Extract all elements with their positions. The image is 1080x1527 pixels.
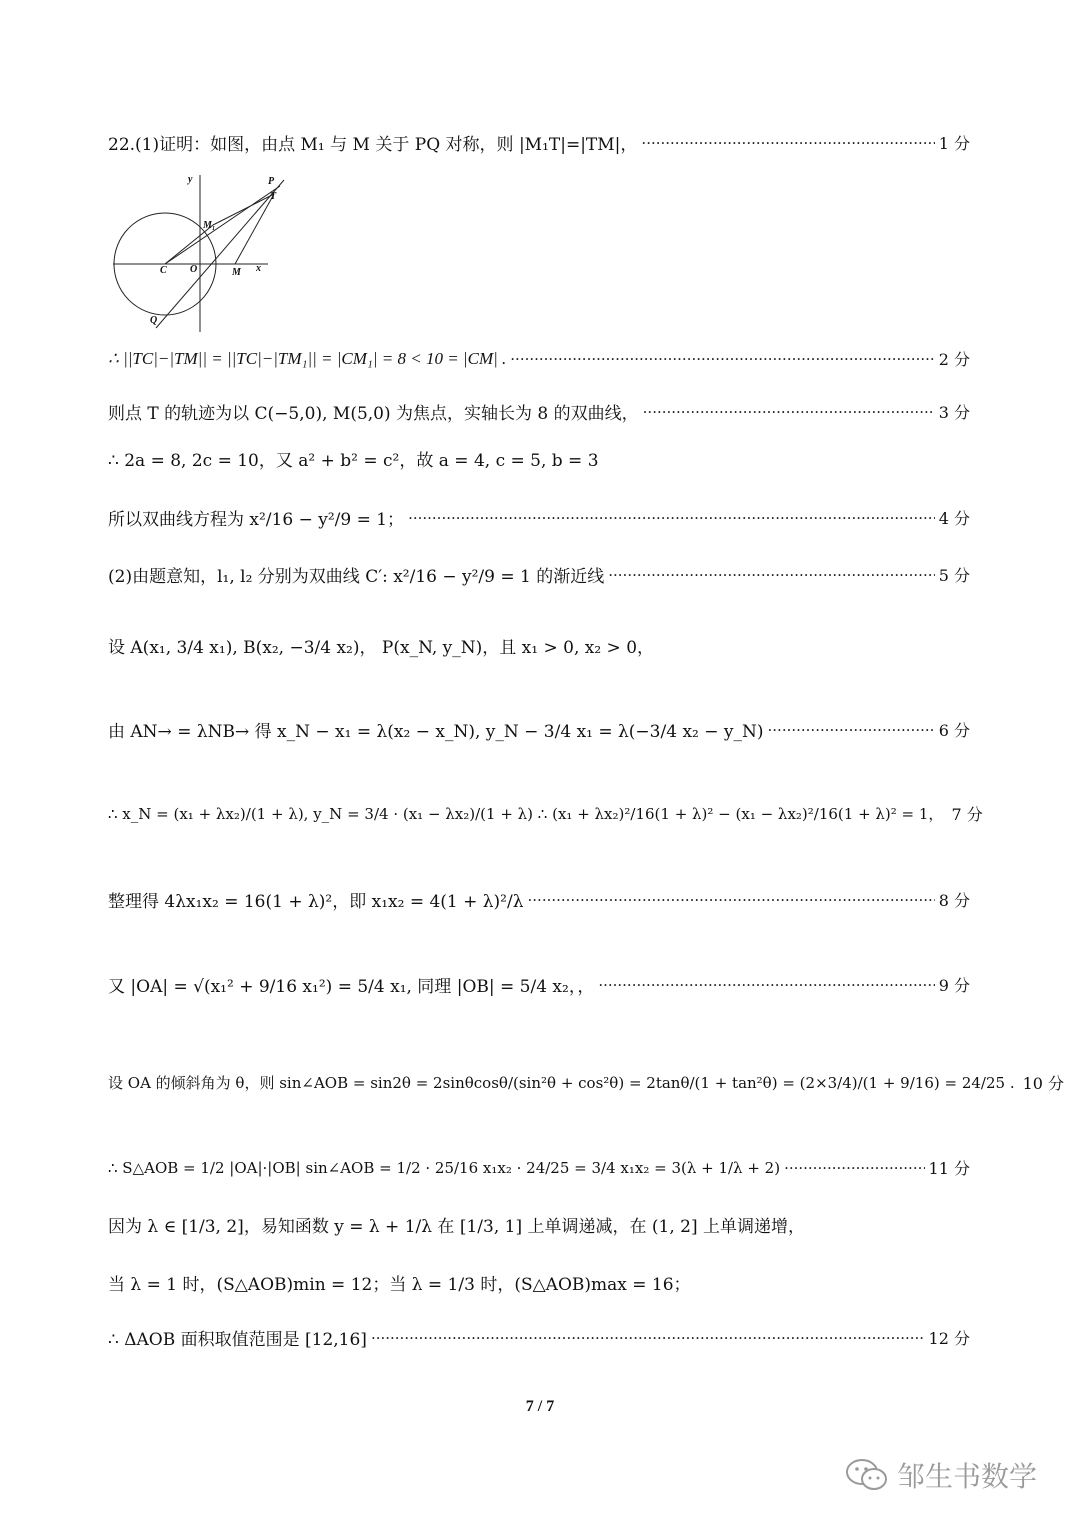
label-c: C [160, 265, 167, 276]
line-text: 设 OA 的倾斜角为 θ，则 sin∠AOB = sin2θ = 2sinθcosθ/(sin²θ + cos²θ) = 2tanθ/(1 + tan²θ) = (2×3/4)/(1 + 9/16) = 24/25 . [108, 1074, 1015, 1092]
line-text: ∴ ΔAOB 面积取值范围是 [12,16] [108, 1330, 367, 1350]
solution-line-9 [108, 802, 983, 825]
label-m1: M₁ [203, 220, 216, 231]
leader-dots [408, 509, 935, 527]
line-text: 当 λ = 1 时，(S△AOB)min = 12；当 λ = 1/3 时，(S△AOB)max = 16； [108, 1275, 691, 1295]
line-text: 设 A(x₁, 3/4 x₁), B(x₂, −3/4 x₂)， P(x_N, y_N)，且 x₁ > 0, x₂ > 0， [108, 638, 655, 658]
watermark [845, 1455, 1037, 1495]
score: 3 分 [938, 403, 970, 422]
line-pq [156, 180, 284, 328]
solution-line-14 [108, 1212, 970, 1237]
line-text: 由 AN→ = λNB→ 得 x_N − x₁ = λ(x₂ − x_N), y_N − 3/4 x₁ = λ(−3/4 x₂ − y_N) [108, 722, 764, 742]
score: 1 分 [938, 134, 970, 153]
solution-line-1 [108, 130, 970, 155]
score: 8 分 [938, 891, 970, 910]
score: 10 分 [1022, 1074, 1065, 1093]
line-text: 因为 λ ∈ [1/3, 2]，易知函数 y = λ + 1/λ 在 [1/3, 1] 上单调递减，在 (1, 2] 上单调递增， [108, 1217, 805, 1237]
line-text: 22.(1)证明：如图，由点 M₁ 与 M 关于 PQ 对称，则 |M₁T|=|TM|， [108, 135, 638, 155]
line-text: 整理得 4λx₁x₂ = 16(1 + λ)²，即 x₁x₂ = 4(1 + λ)²/λ [108, 892, 524, 912]
geometry-figure [108, 172, 294, 334]
solution-line-16 [108, 1325, 970, 1350]
label-m: M [232, 267, 241, 278]
line-text: 又 |OA| = √(x₁² + 9/16 x₁²) = 5/4 x₁, 同理 |OB| = 5/4 x₂，， [108, 977, 595, 997]
line-ct [165, 186, 280, 264]
line-text: ∴ ||TC|−|TM|| = ||TC|−|TM₁|| = |CM₁| = 8 < 10 = |CM| . [108, 348, 507, 368]
label-p: P [268, 176, 275, 187]
leader-dots [528, 891, 935, 909]
leader-dots [608, 566, 934, 584]
solution-line-7 [108, 633, 970, 658]
leader-dots [641, 134, 934, 152]
label-o: O [190, 264, 198, 275]
solution-line-8 [108, 717, 970, 742]
line-text: ∴ S△AOB = 1/2 |OA|·|OB| sin∠AOB = 1/2 · 25/16 x₁x₂ · 24/25 = 3/4 x₁x₂ = 3(λ + 1/λ + 2) [108, 1158, 781, 1177]
score: 4 分 [938, 509, 970, 528]
solution-line-11 [108, 972, 970, 997]
label-y: y [188, 174, 193, 185]
score: 12 分 [928, 1329, 970, 1348]
wechat-icon [845, 1457, 889, 1493]
score: 5 分 [938, 566, 970, 585]
score: 11 分 [928, 1159, 970, 1178]
solution-line-2 [108, 347, 970, 370]
score: 7 分 [951, 805, 983, 824]
score: 2 分 [938, 350, 970, 369]
leader-dots [371, 1329, 925, 1347]
line-mt [235, 194, 274, 264]
line-text: 所以双曲线方程为 x²/16 − y²/9 = 1； [108, 510, 405, 530]
leader-dots [784, 1159, 924, 1177]
solution-line-10 [108, 887, 970, 912]
page-number: 7 / 7 [525, 1398, 555, 1415]
line-text: 则点 T 的轨迹为以 C(−5,0), M(5,0) 为焦点，实轴长为 8 的双曲线， [108, 404, 639, 424]
leader-dots [510, 350, 934, 368]
leader-dots [768, 721, 935, 739]
label-q: Q [150, 315, 158, 326]
solution-line-5 [108, 505, 970, 530]
score: 6 分 [938, 721, 970, 740]
leader-dots [598, 976, 934, 994]
line-text: ∴ 2a = 8, 2c = 10，又 a² + b² = c²，故 a = 4, c = 5, b = 3 [108, 451, 599, 471]
score: 9 分 [938, 976, 970, 995]
solution-line-13 [108, 1156, 970, 1179]
solution-line-15 [108, 1270, 970, 1295]
line-text: (2)由题意知，l₁, l₂ 分别为双曲线 C′: x²/16 − y²/9 = 1 的渐近线 [108, 567, 605, 587]
line-text: ∴ x_N = (x₁ + λx₂)/(1 + λ), y_N = 3/4 · (x₁ − λx₂)/(1 + λ) ∴ (x₁ + λx₂)²/16(1 + λ)² − (x₁ − λx₂)²/16(1 + λ)² = 1， [108, 805, 944, 823]
watermark-text: 邹生书数学 [897, 1460, 1038, 1493]
solution-line-4 [108, 446, 970, 471]
label-x: x [256, 263, 261, 274]
solution-line-12 [108, 1071, 1065, 1094]
label-t: T [270, 191, 277, 202]
leader-dots [643, 403, 935, 421]
solution-line-3 [108, 399, 970, 424]
solution-line-6 [108, 562, 970, 587]
